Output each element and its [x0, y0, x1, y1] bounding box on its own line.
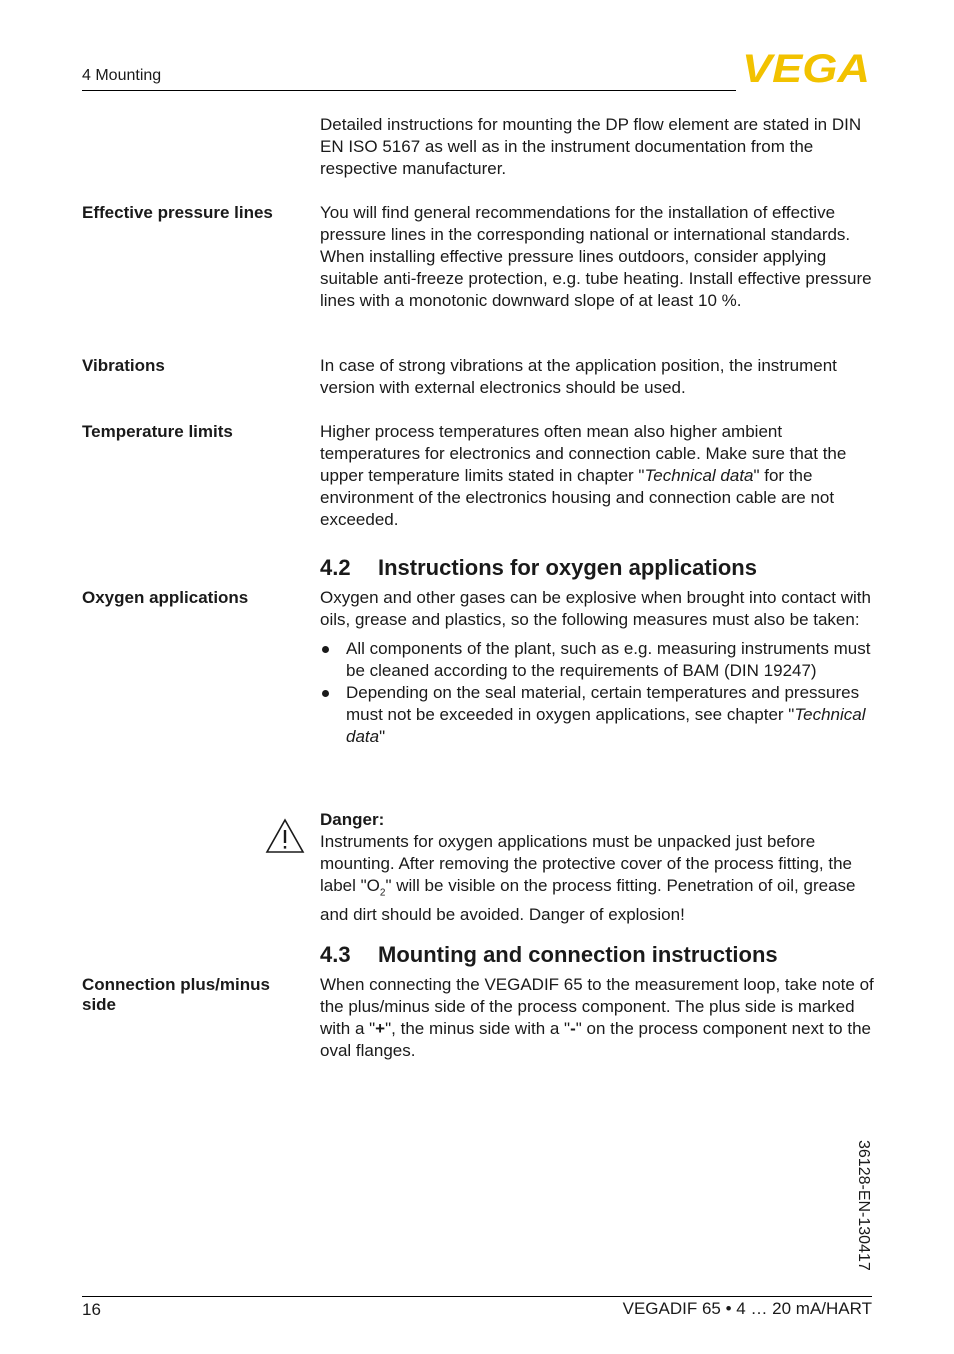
connection-paragraph: When connecting the VEGADIF 65 to the measurement loop, take note of the plus/minus side of the process component. The plus side is marked with a "+", the minus side with a "-" on the process component next to the oval flanges. — [320, 975, 874, 1060]
temperature-limits-paragraph: Higher process temperatures often mean also higher ambient temperatures for electronics and connection cable. Make sure that the upper temperature limits stated in chapter "Technical data" for the environment of the electronics housing and connection cable are not exceeded. — [320, 422, 847, 529]
footer-product-title: VEGADIF 65 • 4 … 20 mA/HART — [622, 1299, 872, 1318]
label-effective-pressure-lines: Effective pressure lines — [82, 203, 273, 222]
effective-pressure-lines-paragraph: You will find general recommendations for the installation of effective pressure lines in the corresponding national or international standards. When installing effective pressure lines outdoors, consider applying suitable anti-freeze protection, e.g. tube heating. Install effective pressure lines with a monotonic downward slope of at least 10 %. — [320, 203, 872, 310]
label-temperature-limits: Temperature limits — [82, 422, 233, 441]
oxygen-applications-block — [320, 587, 878, 748]
technical-data-ref: Technical data — [346, 705, 866, 746]
warning-triangle-icon — [265, 818, 305, 854]
header-rule — [82, 90, 736, 91]
list-item: Depending on the seal material, certain temperatures and pressures must not be exceeded in oxygen applications, see chapter "Technical data" — [320, 682, 878, 748]
section-heading-4-3: 4.3 Mounting and connection instructions — [320, 942, 778, 967]
oxygen-applications-paragraph: Oxygen and other gases can be explosive when brought into contact with oils, grease and plastics, so the following measures must also be taken: — [320, 588, 871, 629]
intro-paragraph: Detailed instructions for mounting the DP flow element are stated in DIN EN ISO 5167 as well as in the instrument documentation from the respective manufacturer. — [320, 115, 862, 178]
danger-title: Danger: — [320, 810, 385, 829]
technical-data-ref: Technical data — [644, 466, 754, 485]
footer-rule — [82, 1296, 872, 1297]
bullet-icon — [322, 646, 329, 653]
label-oxygen-applications: Oxygen applications — [82, 588, 249, 607]
logo-text: VEGA — [742, 50, 870, 86]
section-heading-4-2: 4.2 Instructions for oxygen applications — [320, 555, 757, 580]
bullet-icon — [322, 690, 329, 697]
running-header-section: 4 Mounting — [82, 67, 162, 84]
danger-notice — [320, 809, 878, 926]
page-number: 16 — [82, 1300, 101, 1319]
vibrations-paragraph: In case of strong vibrations at the application position, the instrument version with external electronics should be used. — [320, 356, 837, 397]
document-id: 36128-EN-130417 — [855, 1140, 872, 1271]
vega-logo — [742, 50, 872, 86]
list-item: All components of the plant, such as e.g. measuring instruments must be cleaned according to the requirements of BAM (DIN 19247) — [320, 638, 878, 682]
danger-paragraph: Instruments for oxygen applications must be unpacked just before mounting. After removing the protective cover of the process fitting, the label "$O_2$" will be visible on the process fitting. Penetration of oil, grease and dirt should be avoided. Danger of explosion! — [320, 832, 856, 925]
label-connection-plus-minus-side: Connection plus/minus side — [82, 975, 270, 1014]
label-vibrations: Vibrations — [82, 356, 165, 375]
oxygen-measures-list — [320, 638, 878, 748]
